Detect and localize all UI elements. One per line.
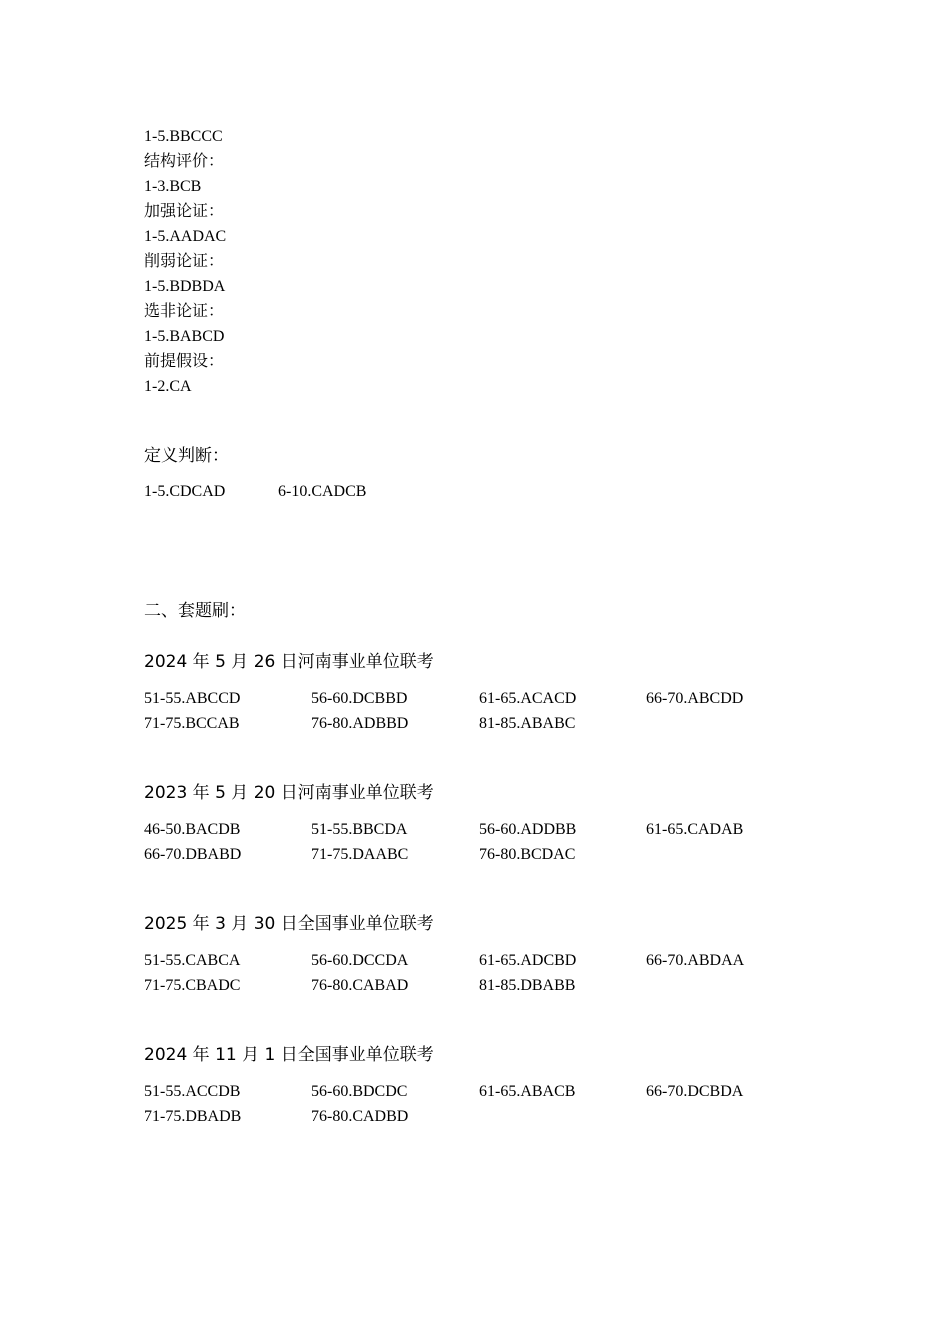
answer-line: 1-3.BCB <box>144 178 202 195</box>
category-label: 选非论证： <box>144 303 225 320</box>
answer-cell: 81-85.ABABC <box>479 715 576 732</box>
answer-cell: 76-80.ADBBD <box>311 715 409 732</box>
definition-heading: 定义判断： <box>144 446 229 466</box>
answer-cell: 56-60.DCBBD <box>311 690 408 707</box>
answer-cell: 66-70.ABDAA <box>646 952 745 969</box>
answer-cell: 66-70.ABCDD <box>646 690 744 707</box>
answer-cell: 56-60.ADDBB <box>479 821 577 838</box>
answer-cell: 76-80.CADBD <box>311 1108 409 1125</box>
answer-line: 1-2.CA <box>144 378 192 395</box>
answer-cell: 66-70.DCBDA <box>646 1083 744 1100</box>
category-label: 结构评价： <box>144 153 225 170</box>
answer-cell: 71-75.DAABC <box>311 846 409 863</box>
answer-cell: 71-75.DBADB <box>144 1108 242 1125</box>
exam-title: 2024 年 5 月 26 日河南事业单位联考 <box>144 652 434 672</box>
exam-title: 2024 年 11 月 1 日全国事业单位联考 <box>144 1045 434 1065</box>
answer-cell: 76-80.BCDAC <box>479 846 576 863</box>
answer-cell: 56-60.BDCDC <box>311 1083 408 1100</box>
answer-cell: 51-55.ACCDB <box>144 1083 241 1100</box>
answer-cell: 61-65.CADAB <box>646 821 744 838</box>
answer-cell: 76-80.CABAD <box>311 977 409 994</box>
answer-cell: 51-55.ABCCD <box>144 690 241 707</box>
answer-line: 1-5.AADAC <box>144 228 227 245</box>
answer-cell: 61-65.ABACB <box>479 1083 576 1100</box>
answer-cell: 51-55.BBCDA <box>311 821 408 838</box>
answer-cell: 71-75.CBADC <box>144 977 241 994</box>
exam-title: 2023 年 5 月 20 日河南事业单位联考 <box>144 783 434 803</box>
answer-line: 1-5.BABCD <box>144 328 225 345</box>
answer-cell: 81-85.DBABB <box>479 977 576 994</box>
answer-cell: 71-75.BCCAB <box>144 715 240 732</box>
answer-cell: 51-55.CABCA <box>144 952 241 969</box>
answer-cell: 66-70.DBABD <box>144 846 242 863</box>
category-label: 削弱论证： <box>144 253 225 270</box>
category-label: 前提假设： <box>144 353 225 370</box>
answer-cell: 46-50.BACDB <box>144 821 241 838</box>
exam-title: 2025 年 3 月 30 日全国事业单位联考 <box>144 914 434 934</box>
answer-cell: 61-65.ADCBD <box>479 952 577 969</box>
category-label: 加强论证： <box>144 203 225 220</box>
answer-line: 1-5.BDBDA <box>144 278 226 295</box>
answer-cell: 6-10.CADCB <box>278 483 367 500</box>
answer-cell: 61-65.ACACD <box>479 690 577 707</box>
answer-cell: 1-5.CDCAD <box>144 483 226 500</box>
section-heading: 二、套题刷： <box>144 601 246 621</box>
answer-cell: 56-60.DCCDA <box>311 952 409 969</box>
answer-line: 1-5.BBCCC <box>144 128 223 145</box>
